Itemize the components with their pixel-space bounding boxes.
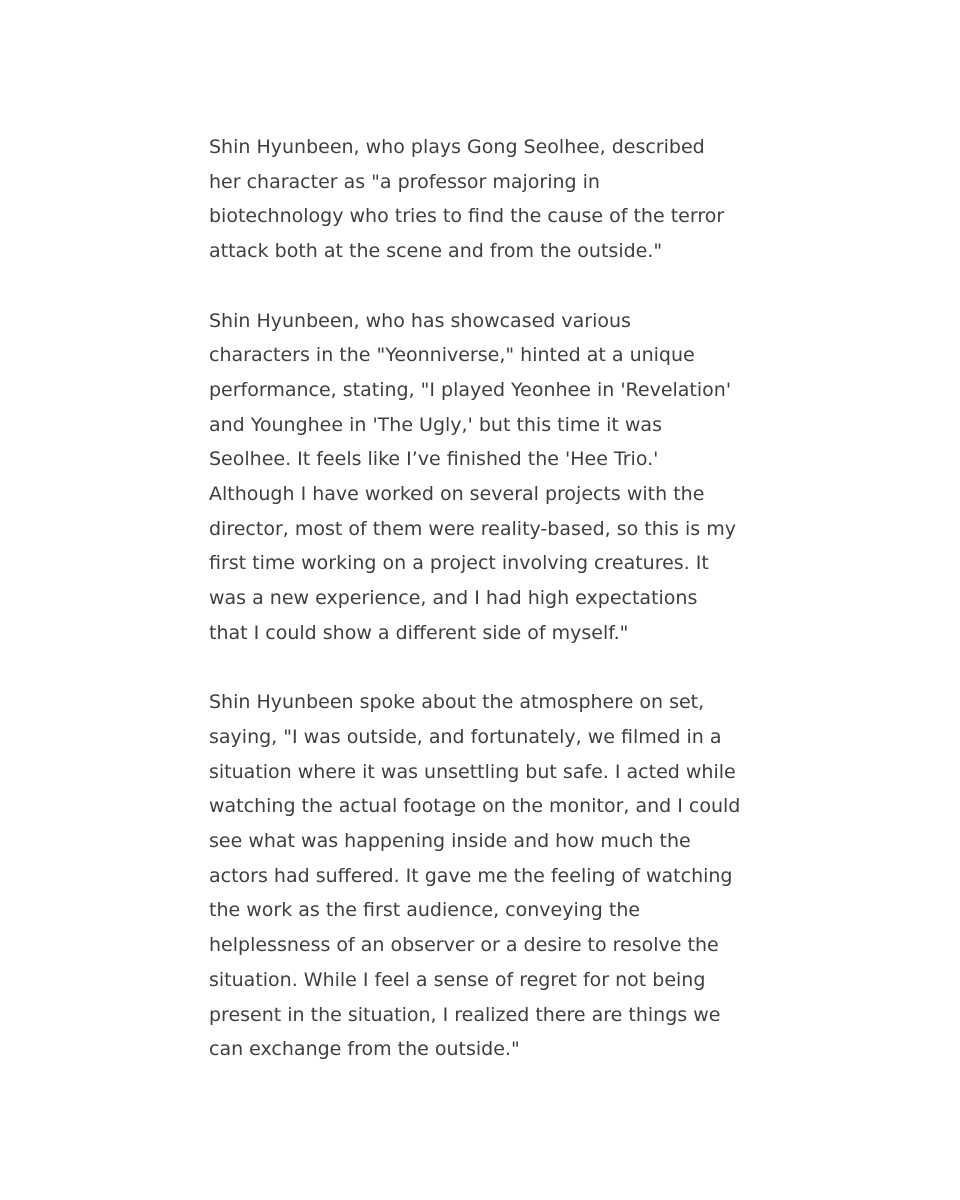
text-line: and Younghee in 'The Ugly,' but this time it was: [209, 413, 662, 436]
text-line: present in the situation, I realized there are things we: [209, 1003, 721, 1026]
paragraph-3: [209, 685, 769, 1067]
article-body: [209, 130, 769, 1102]
text-line: Although I have worked on several projects with the: [209, 483, 705, 506]
text-line: performance, stating, "I played Yeonhee in 'Revelation': [209, 378, 732, 401]
text-line: situation. While I feel a sense of regret for not being: [209, 968, 706, 991]
text-line: see what was happening inside and how much the: [209, 830, 691, 853]
paragraph-1: [209, 130, 769, 269]
text-line: characters in the "Yeonniverse," hinted at a unique: [209, 344, 695, 367]
text-line: attack both at the scene and from the outside.": [209, 240, 663, 263]
text-line: that I could show a different side of myself.": [209, 621, 629, 644]
text-line: watching the actual footage on the monitor, and I could: [209, 795, 741, 818]
text-line: can exchange from the outside.": [209, 1038, 520, 1061]
text-line: Shin Hyunbeen, who has showcased various: [209, 309, 631, 332]
text-line: Seolhee. It feels like I’ve finished the 'Hee Trio.': [209, 448, 659, 471]
text-line: actors had suffered. It gave me the feeling of watching: [209, 864, 733, 887]
text-line: her character as "a professor majoring in: [209, 170, 600, 193]
text-line: Shin Hyunbeen spoke about the atmosphere on set,: [209, 691, 705, 714]
text-line: saying, "I was outside, and fortunately, we filmed in a: [209, 725, 722, 748]
text-line: first time working on a project involving creatures. It: [209, 552, 709, 575]
text-line: Shin Hyunbeen, who plays Gong Seolhee, described: [209, 136, 705, 158]
text-line: situation where it was unsettling but safe. I acted while: [209, 760, 736, 783]
text-line: helplessness of an observer or a desire to resolve the: [209, 934, 719, 957]
paragraph-2: [209, 304, 769, 651]
text-line: biotechnology who tries to find the cause of the terror: [209, 205, 725, 228]
text-line: director, most of them were reality-based, so this is my: [209, 517, 736, 540]
text-line: was a new experience, and I had high expectations: [209, 587, 698, 610]
text-line: the work as the first audience, conveying the: [209, 899, 641, 922]
